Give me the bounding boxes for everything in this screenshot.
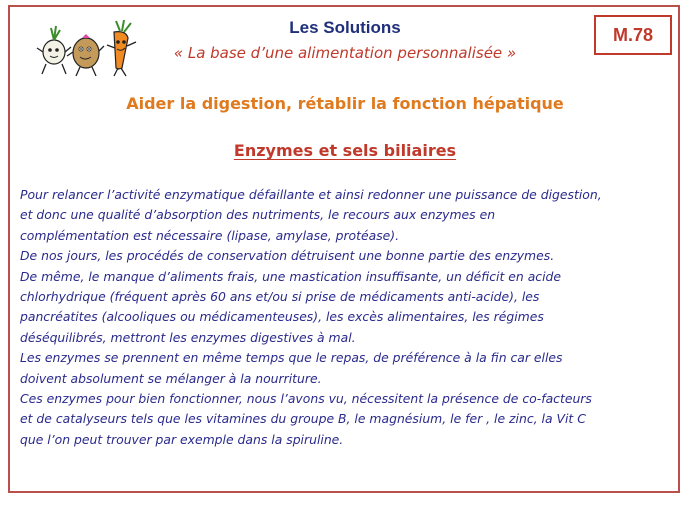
- body-line: De nos jours, les procédés de conservation détruisent une bonne partie des enzymes.: [20, 248, 555, 264]
- section-title: [0, 141, 690, 160]
- body-line: Ces enzymes pour bien fonctionner, nous l’avons vu, nécessitent la présence de co-facteurs: [20, 391, 592, 407]
- page-title: Aider la digestion, rétablir la fonction hépatique: [126, 94, 564, 113]
- body-paragraph: [20, 185, 680, 450]
- tagline: « La base d’une alimentation personnalisée »: [173, 44, 517, 62]
- body-line: et donc une qualité d’absorption des nutriments, le recours aux enzymes en: [20, 207, 496, 223]
- body-line: Pour relancer l’activité enzymatique défaillante et ainsi redonner une puissance de digestion,: [20, 187, 602, 202]
- body-line: complémentation est nécessaire (lipase, amylase, protéase).: [20, 227, 400, 243]
- document-code-badge: M.78: [594, 15, 672, 55]
- body-line: et de catalyseurs tels que les vitamines du groupe B, le magnésium, le fer , le zinc, la Vit C: [20, 411, 586, 427]
- body-line: que l’on peut trouver par exemple dans la spiruline.: [20, 431, 344, 447]
- section-title-text: Enzymes et sels biliaires: [233, 141, 457, 160]
- body-line: De même, le manque d’aliments frais, une mastication insuffisante, un déficit en acide: [20, 268, 562, 284]
- body-line: déséquilibrés, mettront les enzymes digestives à mal.: [20, 329, 356, 345]
- body-line: doivent absolument se mélanger à la nourriture.: [20, 370, 322, 386]
- body-line: chlorhydrique (fréquent après 60 ans et/ou si prise de médicaments anti-acide), les: [20, 289, 540, 305]
- body-line: pancréatites (alcooliques ou médicamenteuses), les excès alimentaires, les régimes: [20, 309, 544, 325]
- body-line: Les enzymes se prennent en même temps que le repas, de préférence à la fin car elles: [20, 350, 563, 366]
- brand-name: Les Solutions: [289, 18, 401, 37]
